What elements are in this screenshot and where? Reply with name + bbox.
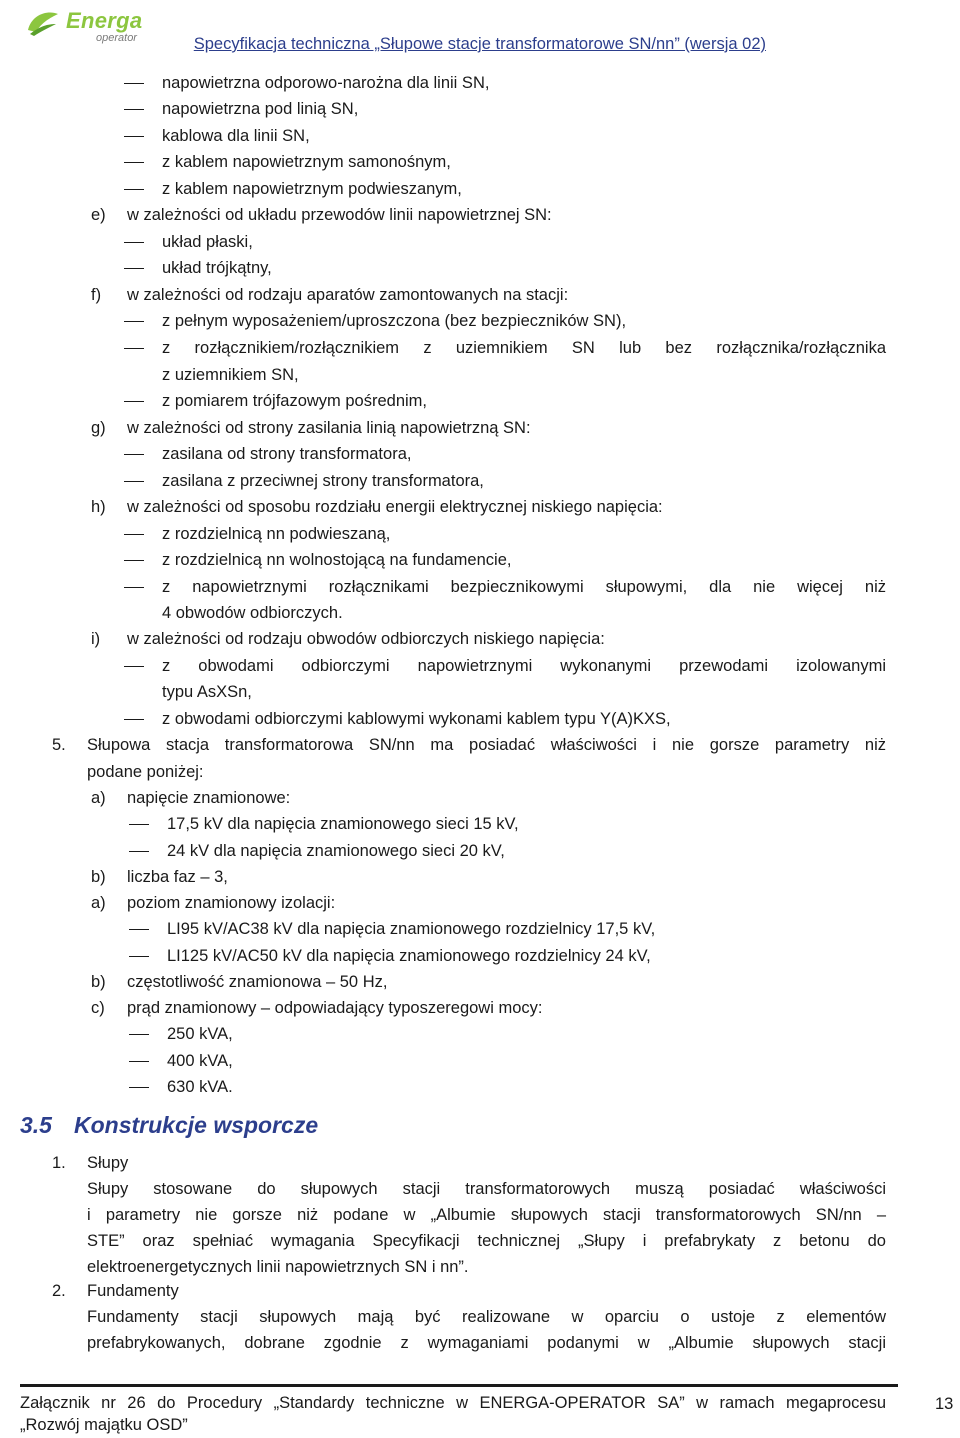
list-marker: i) <box>91 630 101 648</box>
list-marker: 1. <box>52 1154 66 1172</box>
list-item: z kablem napowietrznym podwieszanym, <box>162 180 462 198</box>
paragraph-line: STE” oraz spełniać wymagania Specyfikacji technicznej „Słupy i prefabrykaty z betonu do <box>87 1232 886 1250</box>
list-item: układ trójkątny, <box>162 259 272 277</box>
list-item: 250 kVA, <box>167 1025 233 1043</box>
list-item: z obwodami odbiorczymi kablowymi wykonami kablem typu Y(A)KXS, <box>162 710 671 728</box>
dash-bullet-icon <box>124 98 144 110</box>
dash-bullet-icon <box>124 470 144 482</box>
list-item: 24 kV dla napięcia znamionowego sieci 20 kV, <box>167 842 505 860</box>
list-item: 17,5 kV dla napięcia znamionowego sieci 15 kV, <box>167 815 519 833</box>
footer-divider <box>20 1384 898 1387</box>
list-item: napięcie znamionowe: <box>127 789 291 807</box>
dash-bullet-icon <box>124 549 144 561</box>
list-marker: b) <box>91 868 106 886</box>
dash-bullet-icon <box>124 310 144 322</box>
paragraph-line: i parametry nie gorsze niż podane w „Albumie słupowych stacji transformatorowych SN/nn – <box>87 1206 886 1224</box>
logo-sub: operator <box>96 32 137 44</box>
dash-bullet-icon <box>124 390 144 402</box>
section-title: Konstrukcje wsporcze <box>74 1112 319 1138</box>
dash-bullet-icon <box>129 1050 149 1062</box>
list-item: z rozdzielnicą nn wolnostojącą na fundamencie, <box>162 551 512 569</box>
list-marker: h) <box>91 498 106 516</box>
list-marker: a) <box>91 789 106 807</box>
dash-bullet-icon <box>124 72 144 84</box>
dash-bullet-icon <box>124 231 144 243</box>
list-item: poziom znamionowy izolacji: <box>127 894 336 912</box>
list-marker: 2. <box>52 1282 66 1300</box>
page-number: 13 <box>935 1395 954 1413</box>
dash-bullet-icon <box>124 337 144 349</box>
footer-line: „Rozwój majątku OSD” <box>20 1416 188 1434</box>
list-item: w zależności od strony zasilania linią napowietrzną SN: <box>127 419 531 437</box>
dash-bullet-icon <box>124 125 144 137</box>
dash-bullet-icon <box>129 813 149 825</box>
dash-bullet-icon <box>124 151 144 163</box>
list-marker: e) <box>91 206 106 224</box>
logo-brand: Energa <box>66 8 143 33</box>
paragraph-line: Słupy stosowane do słupowych stacji transformatorowych muszą posiadać właściwości <box>87 1180 886 1198</box>
dash-bullet-icon <box>129 1076 149 1088</box>
paragraph-line: podane poniżej: <box>87 763 204 781</box>
dash-bullet-icon <box>124 708 144 720</box>
subsection-title: Fundamenty <box>87 1282 179 1300</box>
list-item: w zależności od układu przewodów linii napowietrznej SN: <box>127 206 552 224</box>
list-item: LI95 kV/AC38 kV dla napięcia znamionowego rozdzielnicy 17,5 kV, <box>167 920 656 938</box>
list-item: liczba faz – 3, <box>127 868 228 886</box>
list-item: 630 kVA. <box>167 1078 233 1096</box>
list-item: częstotliwość znamionowa – 50 Hz, <box>127 973 388 991</box>
list-item: prąd znamionowy – odpowiadający typoszeregowi mocy: <box>127 999 543 1017</box>
leaf-icon <box>26 10 60 36</box>
dash-bullet-icon <box>124 443 144 455</box>
footer-line: Załącznik nr 26 do Procedury „Standardy techniczne w ENERGA-OPERATOR SA” w ramach megaprocesu <box>20 1394 886 1412</box>
section-heading <box>20 1112 318 1139</box>
list-item: układ płaski, <box>162 233 253 251</box>
list-marker: 5. <box>52 736 66 754</box>
dash-bullet-icon <box>124 257 144 269</box>
list-item: w zależności od sposobu rozdziału energii elektrycznej niskiego napięcia: <box>127 498 663 516</box>
list-item: zasilana z przeciwnej strony transformatora, <box>162 472 484 490</box>
list-item: LI125 kV/AC50 kV dla napięcia znamionowego rozdzielnicy 24 kV, <box>167 947 651 965</box>
list-item: w zależności od rodzaju aparatów zamontowanych na stacji: <box>127 286 569 304</box>
dash-bullet-icon <box>129 945 149 957</box>
list-marker: b) <box>91 973 106 991</box>
list-item: z rozłącznikiem/rozłącznikiem z uziemnikiem SN lub bez rozłącznika/rozłącznika <box>162 339 886 357</box>
list-item: z pełnym wyposażeniem/uproszczona (bez bezpieczników SN), <box>162 312 627 330</box>
energa-operator-logo <box>26 6 166 42</box>
list-item: napowietrzna pod linią SN, <box>162 100 359 118</box>
list-item: w zależności od rodzaju obwodów odbiorczych niskiego napięcia: <box>127 630 605 648</box>
list-item-continuation: typu AsXSn, <box>162 683 252 701</box>
list-item: napowietrzna odporowo-narożna dla linii SN, <box>162 74 490 92</box>
list-marker: g) <box>91 419 106 437</box>
dash-bullet-icon <box>129 918 149 930</box>
page-footer <box>20 1392 886 1436</box>
list-item-continuation: z uziemnikiem SN, <box>162 366 299 384</box>
list-item: kablowa dla linii SN, <box>162 127 310 145</box>
dash-bullet-icon <box>129 840 149 852</box>
dash-bullet-icon <box>124 576 144 588</box>
subsection-title: Słupy <box>87 1154 129 1172</box>
list-item: z rozdzielnicą nn podwieszaną, <box>162 525 391 543</box>
list-item: z kablem napowietrznym samonośnym, <box>162 153 451 171</box>
list-item: z napowietrznymi rozłącznikami bezpiecznikowymi słupowymi, dla nie więcej niż <box>162 578 886 596</box>
dash-bullet-icon <box>124 178 144 190</box>
dash-bullet-icon <box>124 523 144 535</box>
section-number: 3.5 <box>20 1112 52 1138</box>
paragraph-line: prefabrykowanych, dobrane zgodnie z wymaganiami podanymi w „Albumie słupowych stacji <box>87 1334 886 1352</box>
page-header <box>0 0 960 60</box>
dash-bullet-icon <box>124 655 144 667</box>
dash-bullet-icon <box>129 1023 149 1035</box>
document-title: Specyfikacja techniczna „Słupowe stacje transformatorowe SN/nn” (wersja 02) <box>193 35 766 53</box>
paragraph-line: Słupowa stacja transformatorowa SN/nn ma posiadać właściwości i nie gorsze parametry niż <box>87 736 886 754</box>
list-marker: a) <box>91 894 106 912</box>
paragraph-line: Fundamenty stacji słupowych mają być realizowane w oparciu o ustoje z elementów <box>87 1308 886 1326</box>
list-item: zasilana od strony transformatora, <box>162 445 412 463</box>
list-item-continuation: 4 obwodów odbiorczych. <box>162 604 343 622</box>
list-marker: f) <box>91 286 102 304</box>
list-item: 400 kVA, <box>167 1052 233 1070</box>
list-item: z pomiarem trójfazowym pośrednim, <box>162 392 427 410</box>
list-item: z obwodami odbiorczymi napowietrznymi wykonanymi przewodami izolowanymi <box>162 657 886 675</box>
list-marker: c) <box>91 999 105 1017</box>
paragraph-line: elektroenergetycznych linii napowietrznych SN i nn”. <box>87 1258 469 1276</box>
